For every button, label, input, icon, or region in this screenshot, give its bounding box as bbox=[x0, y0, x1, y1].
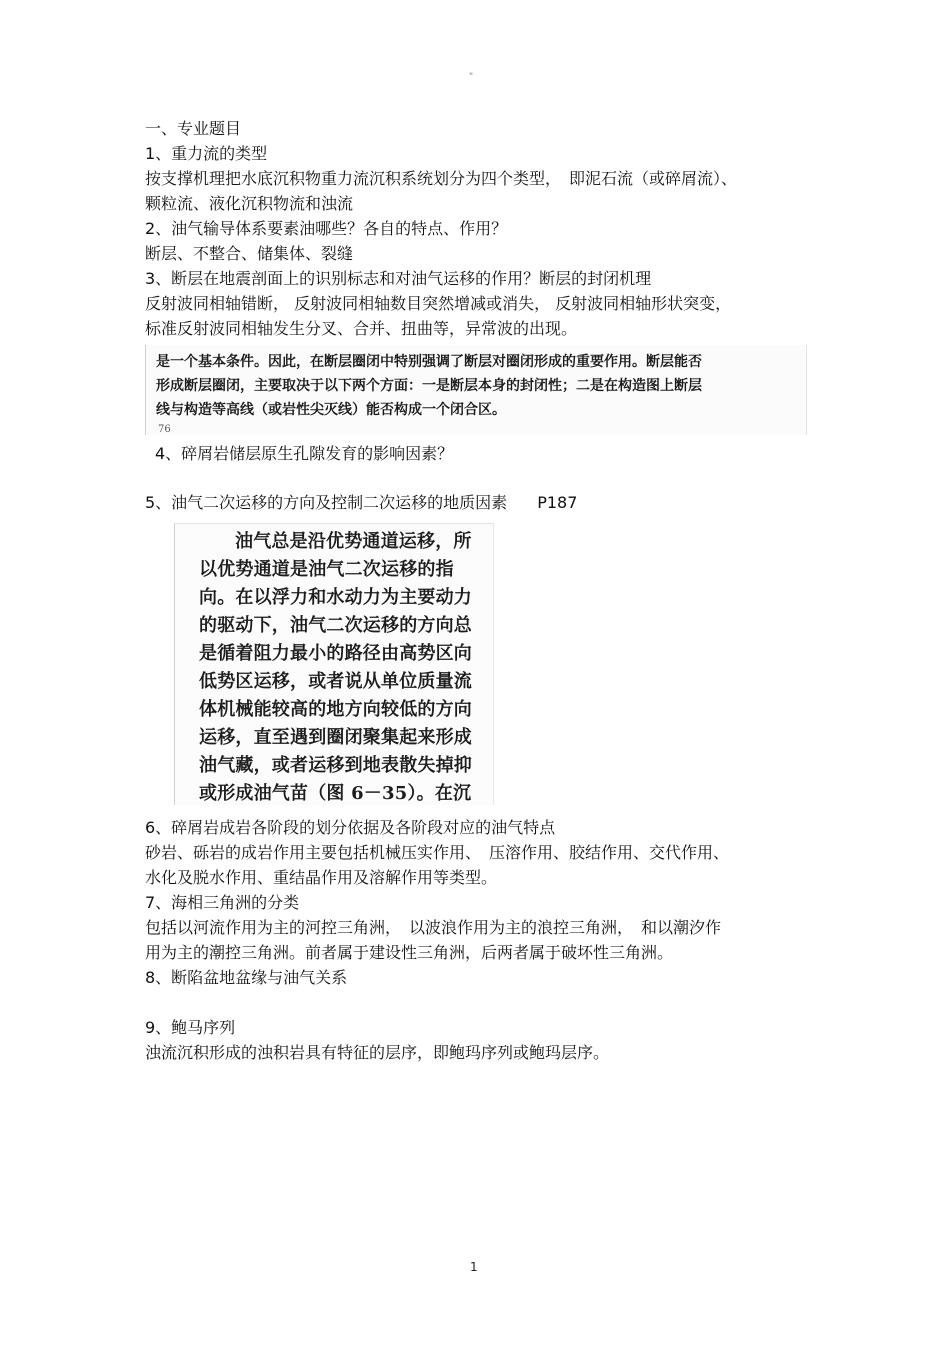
answer-2: 断层、不整合、储集体、裂缝 bbox=[145, 244, 354, 263]
scan2-line: 是循着阻力最小的路径由高势区向 bbox=[199, 643, 472, 664]
question-7: 7、海相三角洲的分类 bbox=[145, 893, 300, 912]
scan2-line: 低势区运移，或者说从单位质量流 bbox=[199, 671, 472, 692]
header-mark: " bbox=[469, 72, 474, 82]
answer-6-line-2: 水化及脱水作用、重结晶作用及溶解作用等类型。 bbox=[145, 868, 498, 887]
page-reference: P187 bbox=[537, 493, 578, 512]
answer-9: 浊流沉积形成的浊积岩具有特征的层序，即鲍玛序列或鲍玛层序。 bbox=[145, 1043, 610, 1062]
answer-6-line-1: 砂岩、砾岩的成岩作用主要包括机械压实作用、 压溶作用、胶结作用、交代作用、 bbox=[145, 843, 730, 862]
question-3: 3、断层在地震剖面上的识别标志和对油气运移的作用？断层的封闭机理 bbox=[145, 269, 652, 288]
question-8: 8、断陷盆地盆缘与油气关系 bbox=[145, 968, 348, 987]
page-number: 1 bbox=[470, 1260, 478, 1274]
answer-3-line-2: 标准反射波同相轴发生分叉、合并、扭曲等，异常波的出现。 bbox=[145, 319, 578, 338]
scan1-line: 是一个基本条件。因此，在断层圈闭中特别强调了断层对圈闭形成的重要作用。断层能否 bbox=[156, 354, 702, 370]
question-6: 6、碎屑岩成岩各阶段的划分依据及各阶段对应的油气特点 bbox=[145, 818, 556, 837]
question-5 bbox=[145, 492, 577, 514]
answer-7-line-1: 包括以河流作用为主的河控三角洲， 以波浪作用为主的浪控三角洲， 和以潮汐作 bbox=[145, 918, 722, 937]
scan1-line: 线与构造等高线（或岩性尖灭线）能否构成一个闭合区。 bbox=[156, 402, 506, 418]
scan2-line: 油气总是沿优势通道运移，所 bbox=[235, 531, 472, 552]
question-5-text: 5、油气二次运移的方向及控制二次运移的地质因素 bbox=[145, 493, 508, 512]
question-1: 1、重力流的类型 bbox=[145, 144, 268, 163]
scan2-line: 以优势通道是油气二次运移的指 bbox=[199, 559, 454, 580]
section-heading: 一、专业题目 bbox=[145, 119, 242, 138]
scanned-excerpt-1 bbox=[145, 345, 807, 435]
scan2-line: 体机械能较高的地方向较低的方向 bbox=[199, 699, 472, 720]
answer-1-line-2: 颗粒流、液化沉积物流和浊流 bbox=[145, 194, 354, 213]
question-4: 4、碎屑岩储层原生孔隙发育的影响因素？ bbox=[155, 444, 454, 463]
scan2-line: 运移，直至遇到圈闭聚集起来形成 bbox=[199, 727, 472, 748]
scanned-excerpt-2 bbox=[174, 523, 494, 805]
scan2-line: 的驱动下，油气二次运移的方向总 bbox=[199, 615, 472, 636]
question-9: 9、鲍马序列 bbox=[145, 1018, 236, 1037]
scan2-line: 油气藏，或者运移到地表散失掉抑 bbox=[199, 755, 472, 776]
scan1-line: 形成断层圈闭，主要取决于以下两个方面：一是断层本身的封闭性；二是在构造图上断层 bbox=[156, 378, 702, 394]
scan2-line: 或形成油气苗（图 6－35）。在沉 bbox=[199, 783, 472, 804]
scan2-line: 向。在以浮力和水动力为主要动力 bbox=[199, 587, 472, 608]
question-2: 2、油气输导体系要素油哪些？各自的特点、作用？ bbox=[145, 219, 508, 238]
answer-7-line-2: 用为主的潮控三角洲。前者属于建设性三角洲，后两者属于破坏性三角洲。 bbox=[145, 943, 674, 962]
scan1-page-fragment: 76 bbox=[158, 424, 171, 435]
answer-3-line-1: 反射波同相轴错断， 反射波同相轴数目突然增减或消失， 反射波同相轴形状突变， bbox=[145, 294, 732, 313]
answer-1-line-1: 按支撑机理把水底沉积物重力流沉积系统划分为四个类型， 即泥石流（或碎屑流）、 bbox=[145, 169, 738, 188]
